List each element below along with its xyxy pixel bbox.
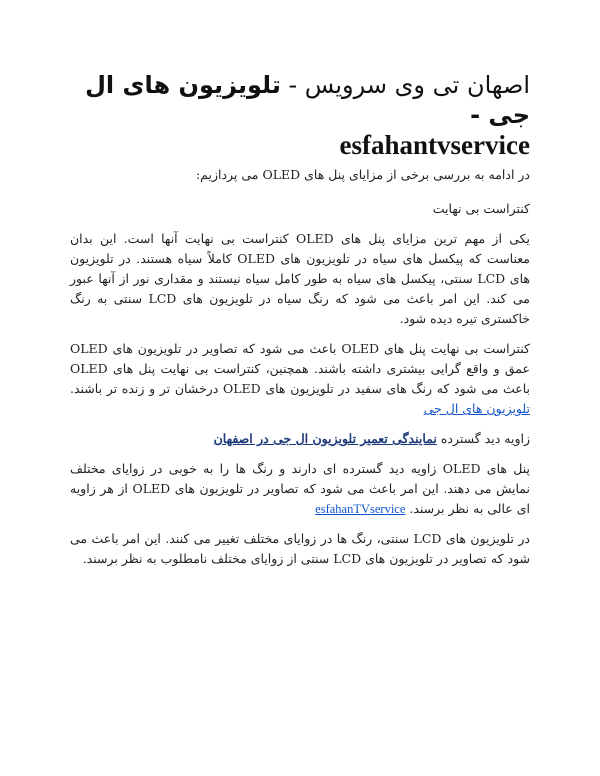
paragraph-viewing-angle-2: در تلویزیون های LCD سنتی، رنگ ها در زوایای مختلف تغییر می کنند. این امر باعث می شود که تصاویر در تلویزیون های LCD سنتی از زوایای مختلف نامطلوب به نظر برسند. [70, 531, 530, 566]
intro-text: در ادامه به بررسی برخی از مزایای پنل های OLED می پردازیم: [195, 167, 530, 182]
paragraph-viewing-angle-1 [70, 459, 530, 519]
lg-repair-isfahan-link[interactable]: نمایندگی تعمیر تلویزیون ال جی در اصفهان [213, 431, 437, 446]
section-heading-viewing-angle [70, 429, 530, 449]
paragraph-contrast-2 [70, 339, 530, 419]
paragraph-contrast-2-text: کنتراست بی نهایت پنل های OLED باعث می شود که تصاویر در تلویزیون های OLED عمق و واقع گرایی بیشتری داشته باشند. همچنین، کنتراست بی نهایت پنل های OLED باعث می شود که رنگ های سفید در تلویزیون های OLED درخشان تر و زنده تر باشند. [70, 341, 531, 396]
title-part-2: تلویزیون های ال جی - [85, 71, 530, 129]
paragraph-viewing-angle-1-text: پنل های OLED زاویه دید گسترده ای دارند و رنگ ها را به خوبی در زوایای مختلف نمایش می دهند. این امر باعث می شود که تصاویر در تلویزیون های OLED از هر زاویه ای عالی به نظر برسند. [70, 461, 531, 516]
section-heading-contrast: کنتراست بی نهایت [432, 201, 530, 216]
page-title [70, 70, 530, 161]
paragraph-contrast-1: یکی از مهم ترین مزایای پنل های OLED کنتراست بی نهایت آنها است. این بدان معناست که پیکسل های سیاه در تلویزیون های OLED کاملاً سیاه هستند. در تلویزیون های LCD سنتی، پیکسل های سیاه به طور کامل سیاه نیستند و مقداری نور از آنها عبور می کند. این امر باعث می شود که رنگ سیاه در تلویزیون های LCD سنتی به رنگ خاکستری تیره دیده شود. [70, 231, 530, 326]
title-part-3: esfahantvservice [339, 130, 530, 160]
lg-tv-link[interactable]: تلویزیون های ال جی [423, 401, 530, 416]
esfahantvservice-link[interactable]: esfahanTVservice [315, 502, 406, 516]
section-heading-viewing-angle-text: زاویه دید گسترده [436, 431, 530, 446]
title-part-1: اصهان تی وی سرویس - [280, 71, 530, 99]
